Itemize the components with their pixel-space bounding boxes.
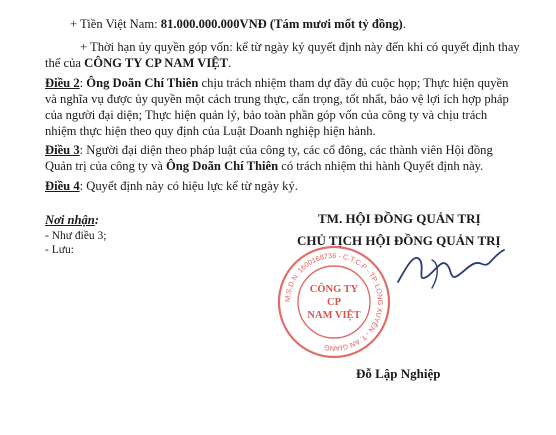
article-3-line1-rest: : Người đại diện theo pháp luật của công ty, các cổ đông, các thành viên Hội đồng [79, 143, 493, 157]
recipients-heading-text: Nơi nhận [45, 213, 95, 227]
article-2-line1 [45, 75, 508, 92]
company-name: CÔNG TY CP NAM VIỆT [84, 56, 229, 70]
company-seal [276, 244, 392, 360]
handwritten-signature [392, 238, 512, 298]
article-3-line1 [45, 142, 493, 159]
recipients-heading [45, 212, 99, 229]
article-2-line2: và nghĩa vụ được ủy quyền một cách trung thực, cẩn trọng, tốt nhất, bảo vệ lợi ích hợp pháp [45, 92, 509, 106]
authorization-term-line2 [45, 55, 231, 72]
recipient-item-1: - Như điều 3; [45, 230, 107, 242]
article-2-line1-rest: chịu trách nhiệm tham dự đầy đủ cuộc họp; Thực hiện quyền [198, 76, 509, 90]
seal-center-line3: NAM VIỆT [307, 310, 361, 321]
capital-amount-suffix: . [402, 17, 406, 31]
article-2-line3: của người đại diện; Thực hiện quản lý, bảo toàn phần góp vốn của công ty và chịu trách [45, 108, 488, 122]
signature-title-1: TM. HỘI ĐỒNG QUẢN TRỊ [318, 211, 481, 226]
capital-amount-value: 81.000.000.000VNĐ (Tám mươi mốt tỷ đồng) [160, 17, 403, 31]
seal-ring-text: M.S.D.N: 1600168736 - C.T.C.P - TP. LONG XUYÊN - T. AN GIANG [282, 250, 386, 354]
recipient-item-2: - Lưu: [45, 244, 74, 256]
article-2-line4: nhiệm thực hiện theo quy định của Luật Doanh nghiệp hiện hành. [45, 124, 376, 138]
article-4-label: Điều 4 [45, 179, 80, 193]
seal-center-line1: CÔNG TY [309, 284, 359, 295]
signer-name: Đỗ Lập Nghiệp [356, 366, 441, 381]
article-3-line2-prefix: Quản trị của công ty và [45, 159, 166, 173]
article-4-line [45, 178, 298, 195]
article-2-person: Ông Doãn Chí Thiên [86, 76, 199, 90]
capital-amount-line [70, 16, 406, 33]
authorization-term-prefix: thế của [45, 56, 85, 70]
recipients-heading-colon: : [94, 213, 100, 227]
article-2-label: Điều 2 [45, 76, 80, 90]
article-3-label: Điều 3 [45, 143, 80, 157]
article-3-line2 [45, 158, 483, 175]
signature-title-2: CHỦ TỊCH HỘI ĐỒNG QUẢN TRỊ [297, 233, 501, 248]
authorization-term-suffix: . [228, 56, 232, 70]
capital-amount-prefix: + Tiền Việt Nam: [70, 17, 161, 31]
authorization-term-line1: + Thời hạn ủy quyền góp vốn: kể từ ngày ký quyết định này đến khi có quyết định thay [80, 40, 520, 54]
article-4-rest: : Quyết định này có hiệu lực kể từ ngày ký. [79, 179, 298, 193]
seal-center-line2: CP [327, 297, 341, 308]
article-3-line2-suffix: có trách nhiệm thi hành Quyết định này. [278, 159, 484, 173]
article-2-colon: : [79, 76, 87, 90]
article-3-person: Ông Doãn Chí Thiên [166, 159, 279, 173]
